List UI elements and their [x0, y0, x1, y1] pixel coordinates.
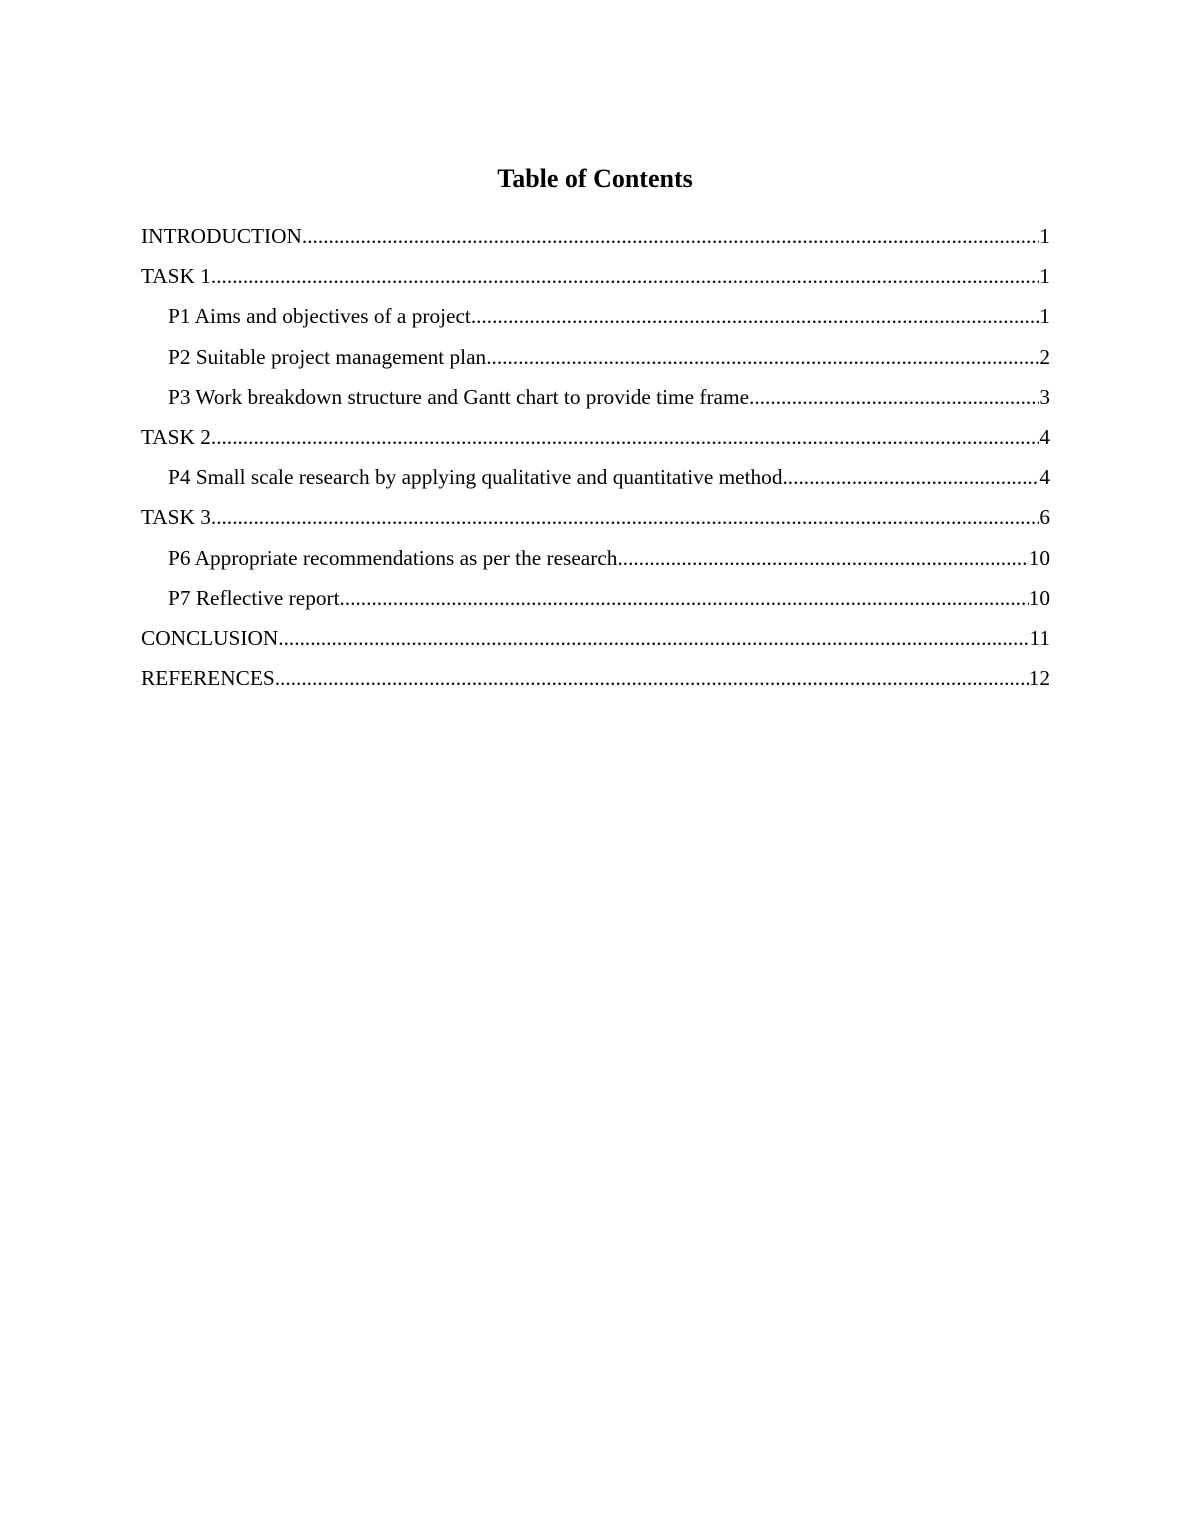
toc-dot-leader — [275, 660, 1029, 696]
toc-list — [141, 218, 1050, 700]
toc-entry-text: P2 Suitable project management plan — [168, 344, 487, 369]
toc-page-number: 10 — [1028, 545, 1050, 570]
toc-dot-leader — [302, 218, 1039, 254]
toc-entry-task-3[interactable] — [141, 499, 1050, 539]
toc-entry-task-2[interactable] — [141, 419, 1050, 459]
toc-page-number: 2 — [1039, 344, 1050, 369]
toc-entry-p7[interactable] — [141, 580, 1050, 620]
toc-page-number: 1 — [1039, 264, 1050, 289]
toc-entry-text: TASK 1 — [141, 264, 211, 289]
toc-entry-task-1[interactable] — [141, 258, 1050, 298]
toc-entry-text: P6 Appropriate recommendations as per the research — [168, 545, 618, 570]
toc-dot-leader — [211, 499, 1039, 535]
toc-page-number: 1 — [1039, 304, 1050, 329]
toc-dot-leader — [340, 580, 1029, 616]
toc-entry-p1[interactable] — [141, 298, 1050, 338]
toc-dot-leader — [471, 298, 1040, 334]
toc-entry-p4[interactable] — [141, 459, 1050, 499]
toc-page-number: 4 — [1039, 424, 1050, 449]
toc-entry-text: INTRODUCTION — [141, 224, 302, 248]
toc-page-number: 1 — [1039, 224, 1050, 248]
toc-entry-references[interactable] — [141, 660, 1050, 700]
toc-entry-text: REFERENCES — [141, 666, 275, 691]
toc-dot-leader — [211, 419, 1039, 455]
toc-dot-leader — [782, 459, 1039, 495]
toc-entry-text: P4 Small scale research by applying qualitative and quantitative method — [168, 465, 783, 490]
toc-page-number: 3 — [1039, 384, 1050, 409]
toc-entry-p6[interactable] — [141, 540, 1050, 580]
toc-page-number: 4 — [1039, 465, 1050, 490]
toc-entry-text: TASK 2 — [141, 424, 211, 449]
toc-page-number: 10 — [1028, 585, 1050, 610]
toc-entry-conclusion[interactable] — [141, 620, 1050, 660]
toc-page-number: 11 — [1029, 625, 1050, 650]
toc-page-number: 12 — [1028, 666, 1050, 691]
toc-dot-leader — [486, 339, 1039, 375]
toc-entry-text: TASK 3 — [141, 505, 211, 530]
toc-dot-leader — [749, 379, 1039, 415]
toc-entry-text: P7 Reflective report — [168, 585, 340, 610]
toc-entry-text: CONCLUSION — [141, 625, 279, 650]
toc-entry-introduction[interactable] — [141, 218, 1050, 258]
toc-dot-leader — [211, 258, 1039, 294]
toc-dot-leader — [278, 620, 1029, 656]
toc-title: Table of Contents — [497, 164, 693, 193]
toc-entry-text: P1 Aims and objectives of a project — [168, 304, 471, 329]
toc-entry-p3[interactable] — [141, 379, 1050, 419]
toc-page-number: 6 — [1039, 505, 1050, 530]
toc-dot-leader — [617, 540, 1028, 576]
toc-entry-text: P3 Work breakdown structure and Gantt chart to provide time frame — [168, 384, 750, 409]
toc-entry-p2[interactable] — [141, 339, 1050, 379]
